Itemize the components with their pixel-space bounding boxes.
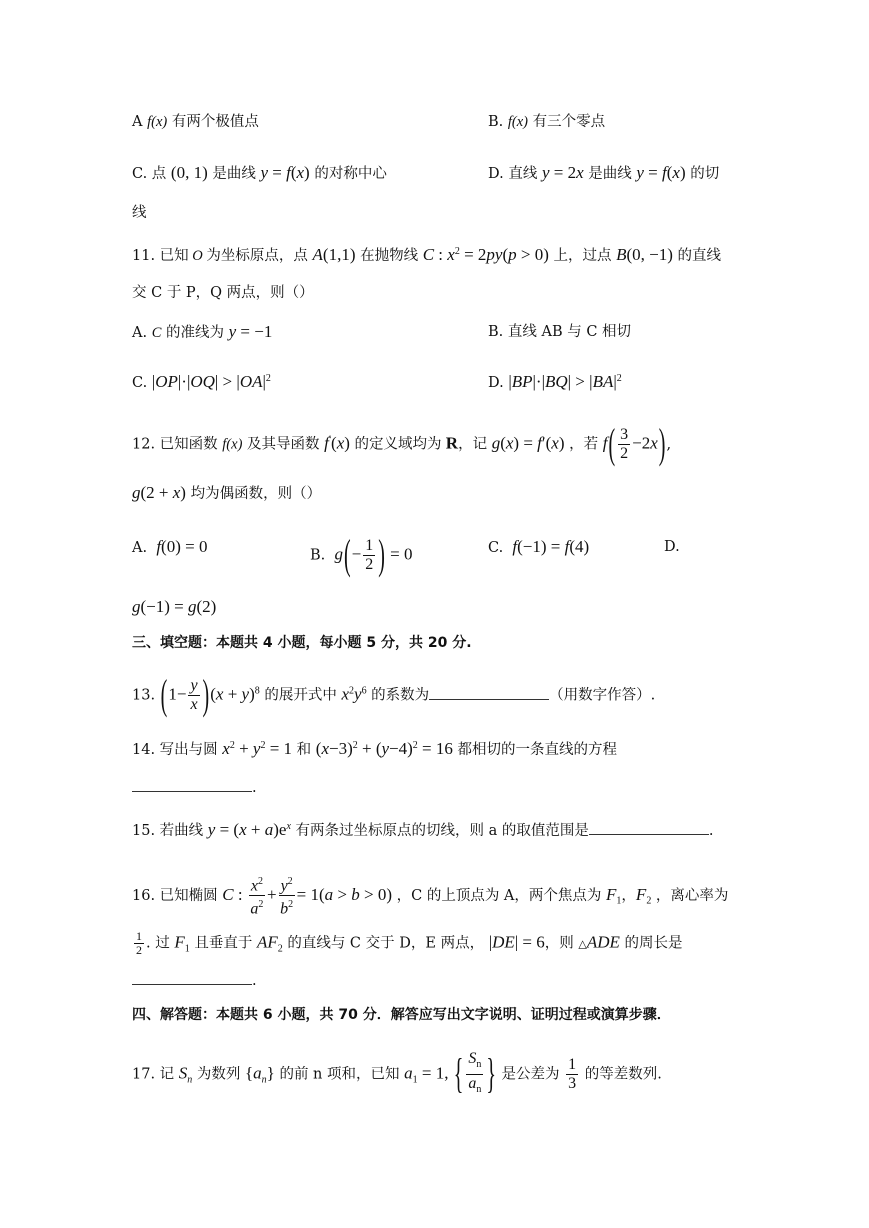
math: |	[262, 371, 266, 391]
math: y	[228, 322, 237, 341]
math: g	[132, 597, 141, 616]
math: )	[558, 433, 565, 453]
q11-option-b	[488, 322, 631, 342]
text: ，记	[458, 436, 488, 453]
math: $\frac{1}{3}$	[568, 1056, 577, 1093]
math: >	[333, 884, 352, 904]
q12-option-b	[310, 532, 413, 579]
math: x	[650, 433, 658, 453]
math: R	[441, 433, 459, 453]
math: x	[239, 819, 247, 839]
math: (	[210, 684, 216, 704]
text: 为坐标原点，点	[206, 247, 308, 264]
text: 上，过点	[553, 247, 612, 264]
q10-option-d	[488, 163, 719, 184]
q16-line1	[132, 873, 728, 919]
math: = 2	[459, 244, 487, 264]
math: (0, −1)	[626, 244, 673, 264]
math: y	[241, 684, 250, 704]
math: y	[381, 738, 390, 758]
math: △	[578, 938, 587, 951]
question-number: 17.	[132, 1066, 156, 1083]
text: 及其导函数	[247, 436, 320, 453]
option-label: B.	[488, 324, 504, 340]
math: = 1(	[296, 884, 325, 904]
math: py	[486, 244, 503, 264]
math: b	[351, 884, 360, 904]
math: F	[606, 884, 617, 904]
math: |	[151, 371, 156, 391]
math: (	[502, 244, 509, 264]
q16-answer-line	[132, 970, 257, 991]
math: ) =	[513, 433, 538, 453]
math: 8	[254, 685, 260, 697]
math: AF	[256, 932, 278, 952]
q10-wrap: 线	[132, 205, 147, 221]
q15	[132, 817, 713, 841]
math: x	[215, 684, 224, 704]
math: |	[508, 371, 512, 391]
text: 是曲线	[588, 166, 632, 182]
text: 点	[151, 166, 167, 182]
math: = 2	[549, 163, 577, 182]
q12-stem-line1: 12. 已知函数 f(x) 及其导函数 f′(x) 的定义域均为 R，记 g(x) = f′(x) ，若 f( $\frac{3}{2}$ −2x),	[132, 421, 672, 468]
option-label: C.	[132, 374, 148, 391]
math: > 0)	[516, 244, 549, 264]
math: OQ	[190, 371, 215, 391]
math: +	[266, 884, 277, 904]
math: ′	[328, 434, 332, 446]
q12-stem-line2	[132, 483, 321, 504]
math: y	[252, 738, 261, 758]
math: 1	[616, 895, 622, 907]
math: (	[331, 433, 337, 453]
math: (0) = 0	[161, 537, 208, 556]
q11-option-a	[132, 322, 272, 343]
math: }	[266, 1063, 275, 1083]
text: 的前 n 项和，已知	[279, 1066, 400, 1083]
text: 的等差数列.	[584, 1066, 662, 1083]
text: 已知	[159, 247, 189, 264]
math: ADE	[586, 932, 620, 952]
math: DE	[492, 932, 515, 952]
math: x	[222, 738, 230, 758]
math: }	[486, 1051, 496, 1098]
option-label: A	[132, 114, 143, 130]
math: 2	[646, 895, 652, 907]
math: (−1) =	[517, 537, 565, 556]
text: 已知函数	[159, 436, 218, 453]
math: 2	[349, 685, 355, 697]
math: +	[246, 819, 265, 839]
math: B	[616, 244, 627, 264]
math: 6	[361, 685, 367, 697]
math: (1,1)	[322, 244, 356, 264]
math: (	[608, 421, 616, 468]
math: a	[264, 819, 274, 839]
math: 1	[184, 943, 190, 955]
answer-blank[interactable]	[132, 777, 252, 792]
section-4-title: 四、解答题：本题共 6 小题，共 70 分．解答应写出文字说明、证明过程或演算步骤．	[132, 1007, 671, 1023]
math: g	[491, 433, 501, 453]
math: 2	[265, 373, 271, 384]
math: (4)	[569, 537, 590, 556]
option-label: C.	[132, 166, 148, 182]
math: x	[505, 433, 514, 453]
math: 2	[454, 246, 460, 257]
math: 2	[260, 740, 266, 751]
q14	[132, 736, 617, 760]
math: )	[344, 433, 350, 453]
math: = 1	[265, 738, 293, 758]
question-number: 11.	[132, 247, 156, 264]
math: a	[404, 1063, 413, 1083]
text: . 过	[146, 935, 170, 952]
math: (	[343, 532, 351, 579]
math: +	[223, 684, 242, 704]
question-number: 14.	[132, 741, 156, 758]
option-label: D.	[488, 374, 504, 391]
text: 且垂直于	[194, 935, 253, 952]
math: f(x)	[147, 114, 168, 130]
math: (2)	[196, 597, 217, 616]
text: 均为偶函数，则（）	[190, 486, 322, 502]
text: ，则	[544, 935, 574, 952]
option-text: 直线 AB 与 C 相切	[507, 324, 632, 340]
math: (0, 1)	[170, 163, 208, 182]
text: 是曲线	[212, 166, 256, 182]
math: $\frac{x^2}{a^2}$	[249, 873, 265, 919]
q11-stem-line2: 交 C 于 P，Q 两点，则（）	[132, 285, 314, 301]
math: p	[508, 244, 517, 264]
math: $\frac{S_n}{a_n}$	[468, 1050, 482, 1096]
text: 的对称中心	[314, 166, 387, 182]
math: | > |	[567, 371, 593, 391]
option-label: B.	[488, 114, 504, 130]
text: 为数列	[196, 1066, 241, 1083]
math: y	[207, 819, 216, 839]
q17	[132, 1050, 662, 1099]
math: {	[453, 1051, 464, 1098]
math: = 16	[417, 738, 453, 758]
q14-answer-line	[132, 777, 257, 798]
text: 是公差为	[501, 1066, 560, 1083]
math: x	[336, 433, 345, 453]
math: | > |	[214, 371, 240, 391]
section-3-title: 三、填空题：本题共 4 小题，每小题 5 分，共 20 分.	[132, 635, 472, 651]
math: f	[324, 433, 329, 453]
math: 2	[352, 740, 358, 751]
math: n	[261, 1074, 267, 1086]
math: )	[378, 532, 385, 579]
math: $\frac{3}{2}$	[620, 426, 629, 462]
math: y	[260, 163, 268, 182]
math: f(x)	[507, 114, 528, 130]
math: g	[334, 544, 343, 564]
math: $\frac{y^2}{b^2}$	[279, 873, 295, 919]
math: O	[188, 247, 207, 264]
math: S	[178, 1063, 188, 1083]
q10-option-b	[488, 112, 605, 132]
text: 的切	[690, 166, 720, 182]
math: $\frac{1}{2}$	[365, 537, 374, 573]
math: :	[233, 884, 247, 904]
math: x	[447, 244, 455, 264]
option-label: A.	[132, 325, 148, 341]
text: .	[252, 780, 257, 796]
q13	[132, 672, 656, 719]
math: (	[500, 433, 506, 453]
q11-option-c	[132, 369, 271, 393]
math: y	[354, 684, 362, 704]
math: + (	[357, 738, 382, 758]
option-label: C.	[488, 540, 504, 556]
math: x	[321, 738, 329, 758]
math: x	[172, 483, 181, 502]
math: f	[286, 163, 291, 182]
math: C	[222, 884, 234, 904]
math: BA	[592, 371, 614, 391]
math: :	[434, 244, 448, 264]
option-text: 的准线为	[165, 325, 224, 341]
math: =	[268, 163, 287, 182]
math: f	[156, 537, 162, 556]
math: )	[249, 684, 255, 704]
math: −3)	[329, 738, 353, 758]
math: )e	[273, 819, 287, 839]
math: x	[341, 684, 350, 704]
option-label: D.	[488, 166, 504, 182]
math: a	[324, 884, 334, 904]
text: （用数字作答）.	[549, 687, 656, 704]
math: f(x)	[222, 436, 243, 453]
math: {	[245, 1063, 254, 1083]
math: OA	[239, 371, 263, 391]
math: +	[234, 738, 253, 758]
math: BQ	[544, 371, 568, 391]
q16-line2	[132, 930, 683, 959]
math: x	[672, 163, 680, 182]
math: )	[304, 163, 310, 182]
math: C	[422, 244, 435, 264]
q12-option-d-label: D.	[664, 539, 680, 555]
question-number: 16.	[132, 887, 156, 904]
q12-option-d	[132, 597, 216, 618]
text: 的直线与 C 交于 D，E 两点，	[287, 935, 485, 952]
math: g	[132, 483, 141, 502]
text: 的周长是	[624, 935, 683, 952]
math: x	[576, 163, 584, 182]
math: f	[537, 433, 542, 453]
math: 2	[616, 373, 622, 384]
math: −	[351, 544, 362, 564]
q12-option-a	[132, 537, 207, 558]
math: (−1) =	[140, 597, 188, 616]
math: OP	[155, 371, 178, 391]
math: y	[636, 163, 644, 182]
q12-option-c	[488, 537, 589, 558]
math: 2	[229, 740, 235, 751]
text: 的直线	[677, 247, 722, 264]
math: −2	[632, 433, 651, 453]
math: f	[564, 537, 570, 556]
math: 1	[412, 1074, 418, 1086]
math: =	[643, 163, 662, 182]
math: g	[188, 597, 197, 616]
text: 记	[159, 1066, 175, 1083]
option-text: 有三个零点	[532, 114, 606, 130]
math: −4)	[389, 738, 413, 758]
math: x	[551, 433, 559, 453]
math: = 1,	[417, 1063, 453, 1083]
math: A	[312, 244, 323, 264]
math: 2	[412, 740, 418, 751]
question-number: 12.	[132, 436, 156, 453]
text: .	[252, 973, 257, 989]
math: F	[174, 932, 185, 952]
text: 有两条过坐标原点的切线，则 a 的取值范围是	[295, 822, 589, 839]
math: | = 6	[514, 932, 545, 952]
math: BP	[511, 371, 533, 391]
text: ，	[621, 887, 636, 904]
text: 的系数为	[371, 687, 430, 704]
math: (2 +	[140, 483, 173, 502]
text: 已知椭圆	[159, 887, 218, 904]
math: = (	[215, 819, 240, 839]
q10-option-c	[132, 163, 387, 184]
text: 的定义域均为	[354, 436, 442, 453]
math: (	[160, 672, 168, 719]
question-number: 13.	[132, 687, 156, 704]
math: |	[488, 932, 493, 952]
text: 和	[296, 741, 312, 758]
math: )	[658, 421, 666, 468]
math: = 0	[385, 544, 413, 564]
math: > 0)	[359, 884, 393, 904]
option-label: B.	[310, 547, 326, 564]
math: |·|	[532, 371, 545, 391]
math: )	[180, 483, 186, 502]
math: f	[602, 433, 608, 453]
math: $\frac{1}{2}$	[136, 929, 142, 957]
q11-option-d	[488, 369, 622, 393]
math: (	[315, 738, 322, 758]
text: 若曲线	[159, 822, 204, 839]
math: )	[679, 163, 686, 182]
text: 的展开式中	[264, 687, 337, 704]
text: 直线	[508, 166, 538, 182]
question-number: 15.	[132, 822, 156, 839]
math: x	[286, 821, 291, 832]
math: 1−	[168, 684, 187, 704]
math: (	[666, 163, 673, 182]
math: y	[541, 163, 550, 182]
math: F	[635, 884, 647, 904]
text: ，离心率为	[655, 887, 729, 904]
math: a	[253, 1063, 262, 1083]
math: n	[187, 1074, 193, 1086]
math: |·|	[177, 371, 191, 391]
q11-stem-line1	[132, 242, 721, 266]
text: 在抛物线	[360, 247, 419, 264]
text: ，若	[569, 436, 599, 453]
text: .	[708, 822, 714, 839]
math: x	[296, 163, 305, 182]
option-label: A.	[132, 540, 148, 556]
math: ′(	[541, 433, 552, 453]
text: 都相切的一条直线的方程	[457, 741, 617, 758]
math: = −1	[236, 322, 273, 341]
answer-blank[interactable]	[132, 970, 252, 985]
text: 写出与圆	[159, 741, 218, 758]
answer-blank[interactable]	[429, 685, 549, 700]
math: )	[202, 672, 210, 719]
math: (	[290, 163, 297, 182]
option-text: 有两个极值点	[171, 114, 259, 130]
math: C	[151, 325, 162, 341]
text: ，C 的上顶点为 A，两个焦点为	[396, 887, 602, 904]
math: |	[613, 371, 617, 391]
math: $\frac{y}{x}$	[190, 677, 198, 713]
answer-blank[interactable]	[589, 820, 709, 835]
math: f	[661, 163, 667, 182]
math: f	[512, 537, 518, 556]
q10-option-a	[132, 112, 259, 132]
math: 2	[277, 943, 283, 955]
